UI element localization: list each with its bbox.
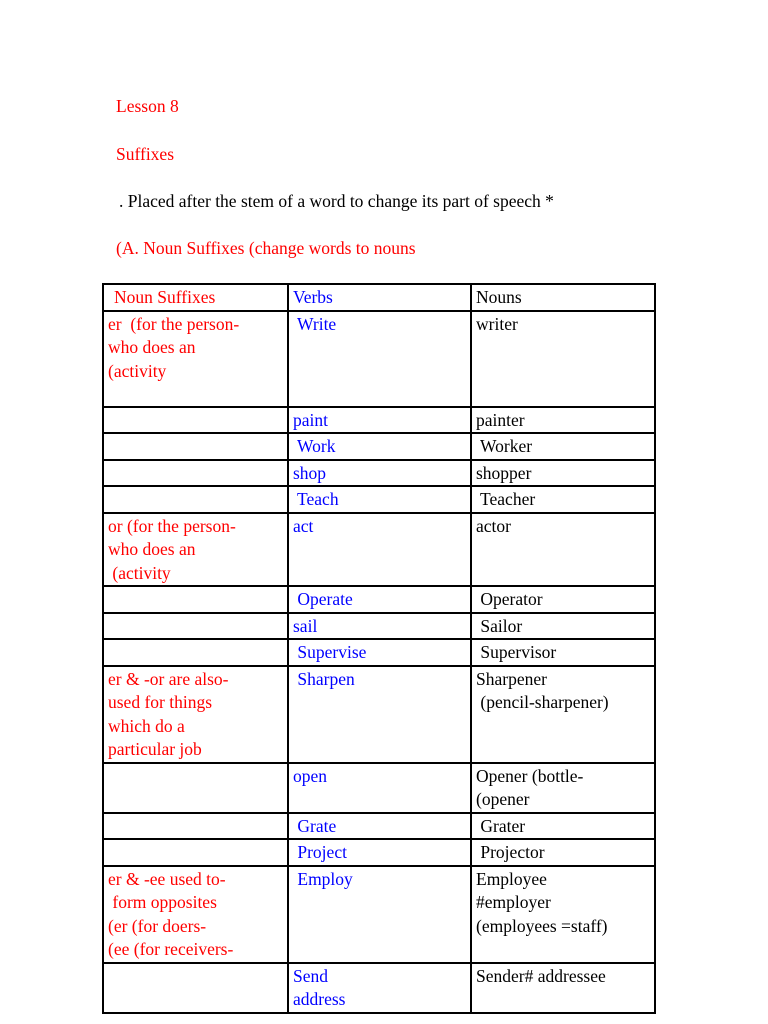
suffix-cell [103, 839, 288, 866]
suffix-cell: er (for the person- who does an (activity [103, 311, 288, 407]
suffix-table [102, 283, 656, 1014]
verb-cell: shop [288, 460, 471, 487]
table-row [103, 586, 655, 613]
noun-cell: Employee #employer (employees =staff) [471, 866, 655, 963]
table-row [103, 433, 655, 460]
topic-heading: Suffixes [116, 144, 175, 164]
noun-cell: Projector [471, 839, 655, 866]
table-header-row [103, 284, 655, 311]
suffix-cell [103, 407, 288, 434]
noun-cell: Supervisor [471, 639, 655, 666]
noun-cell: Grater [471, 813, 655, 840]
verb-cell: sail [288, 613, 471, 640]
table-row [103, 839, 655, 866]
suffix-cell: er & -ee used to- form opposites (er (for doers- (ee (for receivers- [103, 866, 288, 963]
suffix-cell: or (for the person- who does an (activity [103, 513, 288, 587]
suffix-cell [103, 963, 288, 1013]
verb-cell: Sharpen [288, 666, 471, 763]
section-heading: (A. Noun Suffixes (change words to nouns [116, 238, 416, 258]
verb-cell: Teach [288, 486, 471, 513]
suffix-cell [103, 813, 288, 840]
noun-cell: actor [471, 513, 655, 587]
verb-cell: open [288, 763, 471, 813]
verb-cell: Write [288, 311, 471, 407]
noun-cell: Teacher [471, 486, 655, 513]
header-nouns: Nouns [471, 284, 655, 311]
lesson-title: Lesson 8 [116, 96, 179, 116]
table-row [103, 963, 655, 1013]
noun-cell: Worker [471, 433, 655, 460]
verb-cell: Send address [288, 963, 471, 1013]
header-verbs: Verbs [288, 284, 471, 311]
table-row [103, 407, 655, 434]
verb-cell: Operate [288, 586, 471, 613]
verb-cell: Grate [288, 813, 471, 840]
verb-cell: Employ [288, 866, 471, 963]
suffix-cell [103, 586, 288, 613]
noun-cell: Sender# addressee [471, 963, 655, 1013]
verb-cell: paint [288, 407, 471, 434]
verb-cell: Supervise [288, 639, 471, 666]
table-row [103, 513, 655, 587]
description-text: . Placed after the stem of a word to change its part of speech * [119, 191, 554, 211]
table-row [103, 460, 655, 487]
header-noun-suffixes: Noun Suffixes [103, 284, 288, 311]
table-row [103, 311, 655, 407]
noun-cell: Sharpener (pencil-sharpener) [471, 666, 655, 763]
table-row [103, 813, 655, 840]
noun-cell: shopper [471, 460, 655, 487]
suffix-cell [103, 639, 288, 666]
suffix-cell [103, 613, 288, 640]
noun-cell: Operator [471, 586, 655, 613]
table-row [103, 666, 655, 763]
table-row [103, 639, 655, 666]
suffix-cell [103, 433, 288, 460]
noun-cell: Opener (bottle- (opener [471, 763, 655, 813]
suffix-cell [103, 486, 288, 513]
noun-cell: Sailor [471, 613, 655, 640]
suffix-cell [103, 460, 288, 487]
suffix-cell: er & -or are also- used for things which do a particular job [103, 666, 288, 763]
table-row [103, 486, 655, 513]
table-row [103, 763, 655, 813]
verb-cell: act [288, 513, 471, 587]
verb-cell: Project [288, 839, 471, 866]
table-row [103, 613, 655, 640]
verb-cell: Work [288, 433, 471, 460]
suffix-cell [103, 763, 288, 813]
noun-cell: painter [471, 407, 655, 434]
table-row [103, 866, 655, 963]
noun-cell: writer [471, 311, 655, 407]
